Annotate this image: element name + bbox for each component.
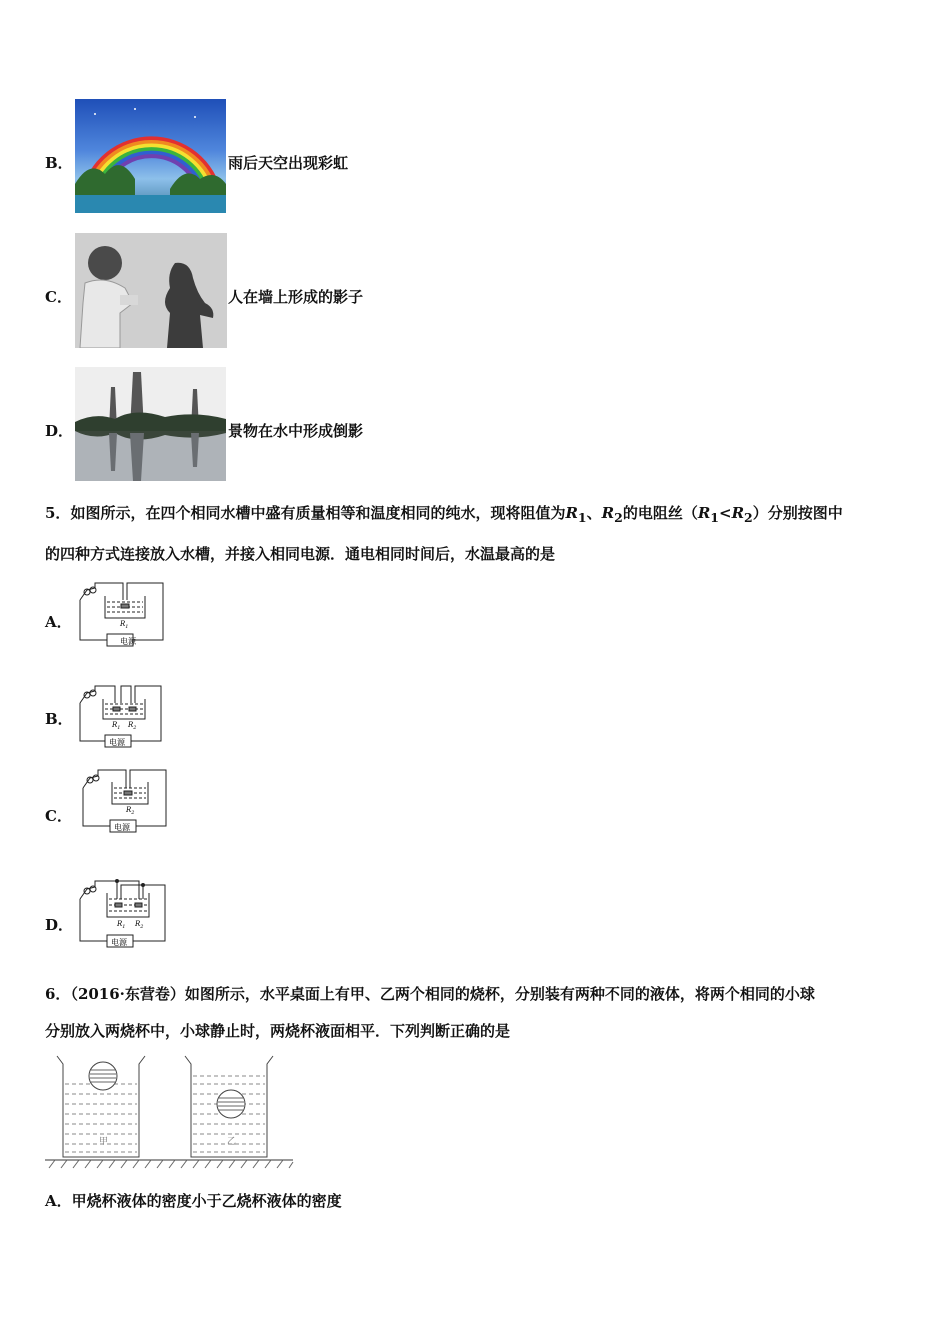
r2-subscript: 2 [744,510,753,525]
power-label: 电源 [114,823,130,832]
stem-text: ）分别按图中 [752,504,843,522]
q5-option-d-label: D． [45,916,74,934]
beaker-label-jia: 甲 [99,1137,109,1147]
r1-symbol: R [565,504,578,522]
option-c-text: 人在墙上形成的影子 [228,288,364,306]
circuit-diagram-c [78,766,173,834]
option-b-text: 雨后天空出现彩虹 [228,154,349,172]
r1-subscript: 1 [577,510,587,525]
question-6-stem [45,976,905,1050]
q6-option-a [45,1190,342,1211]
r2-symbol: R [601,504,615,522]
beaker-label-yi: 乙 [227,1137,237,1147]
resistor-label-r2: $R_2$ [128,721,137,731]
question-source: （2016·东营卷） [70,985,185,1003]
q5-option-c-label: C． [45,807,72,825]
r1-symbol: R [697,504,711,522]
circuit-diagram-d [75,877,170,949]
power-label: 电源 [120,637,136,646]
q5-option-a-label: A． [45,613,72,631]
resistor-label-r2: $R_2$ [135,920,144,930]
circuit-diagram-b [75,683,170,751]
resistor-label-r1: $R_1$ [117,920,126,930]
stem-text: 如图所示，水平桌面上有甲、乙两个相同的烧杯，分别装有两种不同的液体，将两个相同的小球 [184,985,815,1003]
less-than: < [719,504,732,522]
stem-text: 的电阻丝（ [622,504,698,522]
question-5-stem [45,495,905,573]
r1-subscript: 1 [710,510,719,525]
shadow-photo-icon [75,233,227,348]
separator: 、 [586,504,602,522]
stem-text: 分别放入两烧杯中，小球静止时，两烧杯液面相平．下列判断正确的是 [45,1022,511,1040]
reflection-photo-icon [75,367,226,481]
option-c-label: C． [45,288,72,306]
beakers-diagram [45,1052,295,1174]
option-d-text: 景物在水中形成倒影 [228,422,364,440]
question-number: 6． [45,985,71,1003]
rainbow-photo-icon [75,99,226,213]
stem-text: 如图所示，在四个相同水槽中盛有质量相等和温度相同的纯水，现将阻值为 [70,504,566,522]
q6-option-a-text: 甲烧杯液体的密度小于乙烧杯液体的密度 [71,1192,342,1210]
resistor-label: $R_2$ [126,806,135,816]
stem-text: 的四种方式连接放入水槽，并接入相同电源．通电相同时间后，水温最高的是 [45,545,556,563]
power-label: 电源 [109,738,125,747]
option-d-label: D． [45,422,74,440]
r2-subscript: 2 [614,510,623,525]
question-number: 5． [45,504,71,522]
q6-option-a-label: A． [45,1192,72,1210]
q5-option-b-label: B． [45,710,73,728]
r2-symbol: R [731,504,745,522]
option-b-label: B． [45,154,73,172]
circuit-diagram-a [75,578,170,648]
resistor-label-r1: $R_1$ [112,721,121,731]
resistor-label: $R_1$ [120,620,129,630]
power-label: 电源 [111,938,127,947]
